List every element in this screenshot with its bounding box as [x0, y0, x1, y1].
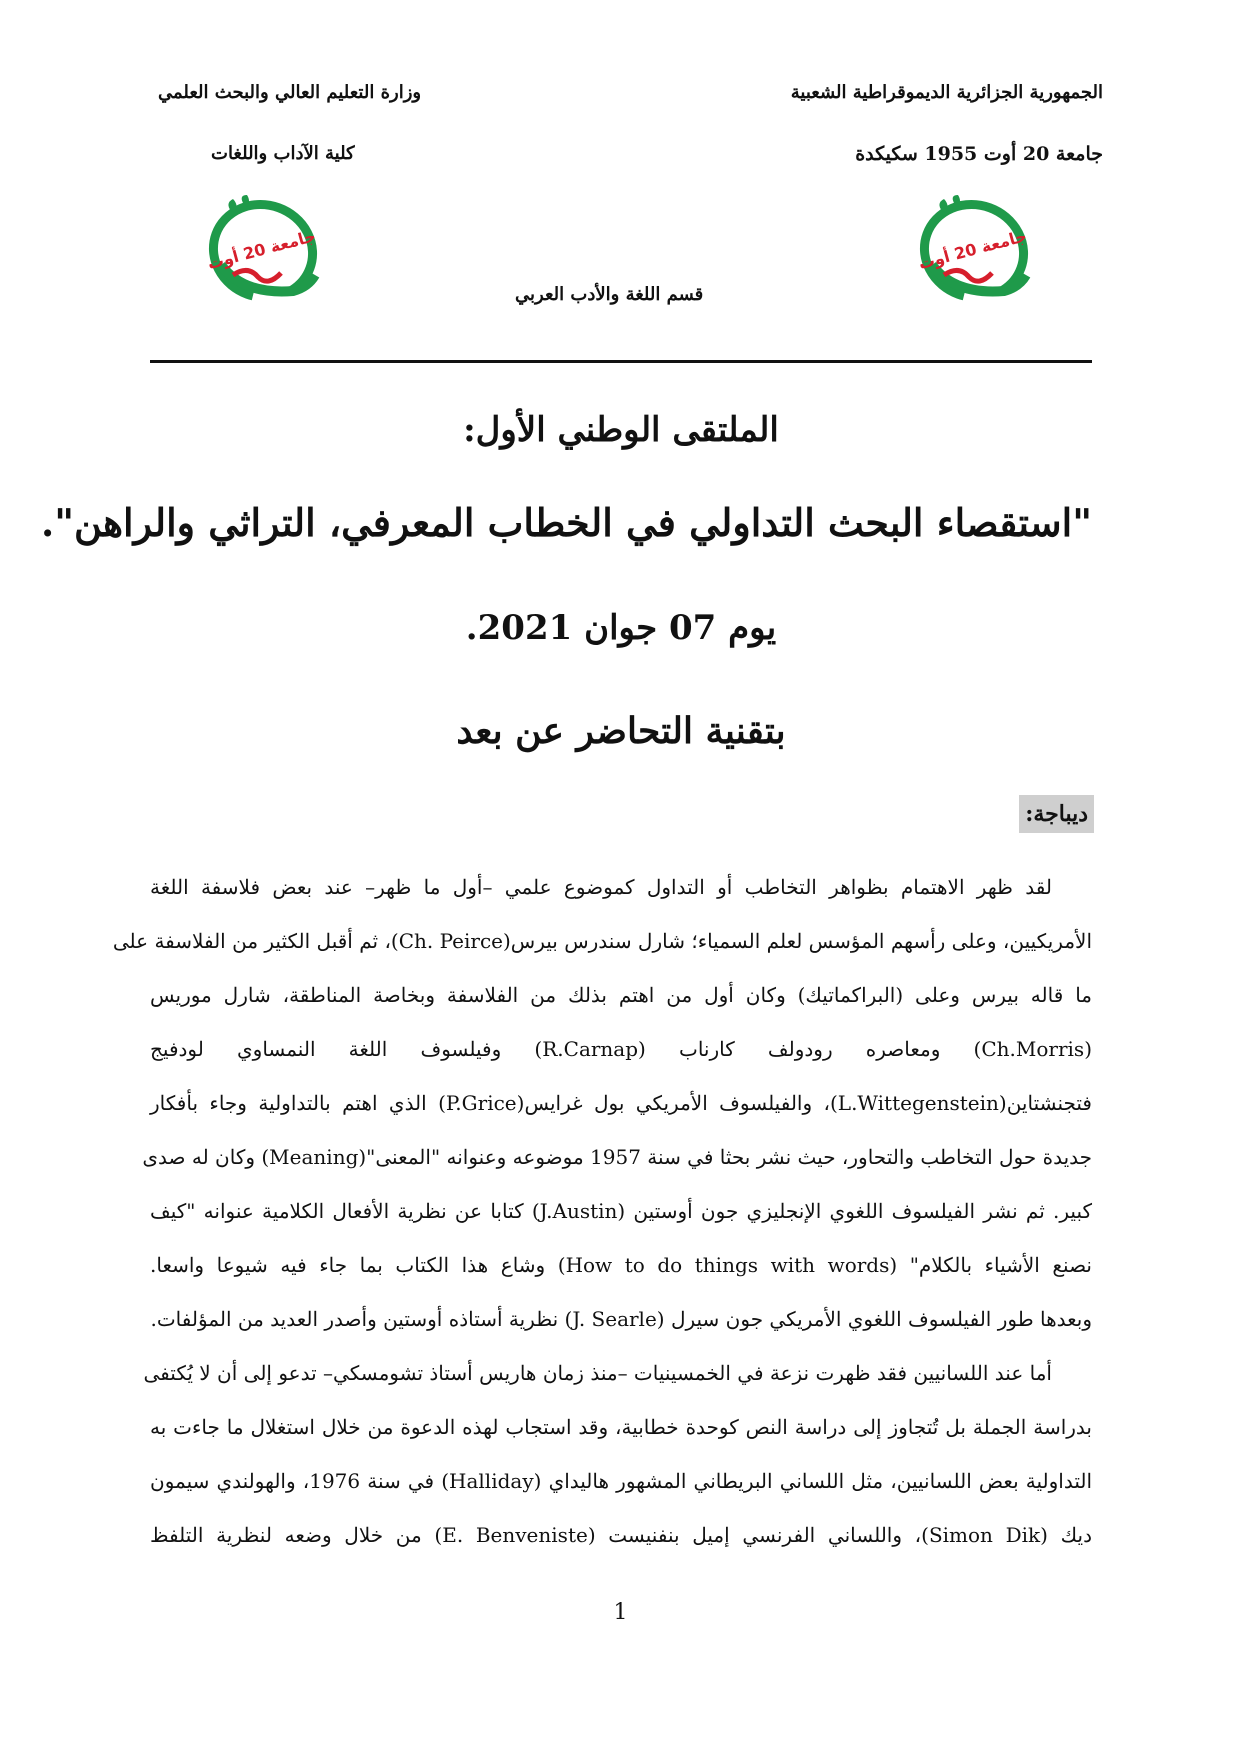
- text-line: ديك (Simon Dik)، واللساني الفرنسي إميل بنفنيست (E. Benveniste) من خلال وضعه لنظرية التلفظ: [150, 1523, 1092, 1547]
- paragraph-1: [112, 860, 1093, 1346]
- text-line: كبير. ثم نشر الفيلسوف اللغوي الإنجليزي جون أوستين (J.Austin) كتابا عن نظرية الأفعال الكلامية عنوانه "كيف: [150, 1199, 1093, 1223]
- text-line: الأمريكيين، وعلى رأسهم المؤسس لعلم السمياء؛ شارل سندرس بيرس(Ch. Peirce)، ثم أقبل الكثير من الفلاسفة على: [112, 929, 1092, 953]
- text-line: وبعدها طور الفيلسوف اللغوي الأمريكي جون سيرل (J. Searle) نظرية أستاذه أوستين وأصدر العديد من المؤلفات.: [150, 1307, 1092, 1331]
- svg-text:جامعة 20 أوت: جامعة 20 أوت: [205, 226, 318, 274]
- preamble-heading: ديباجة:: [1019, 795, 1094, 833]
- text-line: نصنع الأشياء بالكلام" (How to do things with words) وشاع هذا الكتاب بما جاء فيه شيوعا واسعا.: [150, 1253, 1092, 1277]
- text-line: التداولية بعض اللسانيين، مثل اللساني البريطاني المشهور هاليداي (Halliday) في سنة 1976، والهولندي سيمون: [150, 1469, 1093, 1493]
- conference-title: الملتقى الوطني الأول:: [463, 410, 779, 450]
- svg-text:جامعة 20 أوت: جامعة 20 أوت: [916, 226, 1029, 274]
- page-number: 1: [613, 1600, 628, 1625]
- text-line: أما عند اللسانيين فقد ظهرت نزعة في الخمسينيات –منذ زمان هاريس أستاذ تشومسكي– تدعو إلى أن لا يُكتفى: [143, 1361, 1052, 1385]
- text-line: فتجنشتاين(L.Wittegenstein)، والفيلسوف الأمريكي بول غرايس(P.Grice) الذي اهتم بالتداولية وجاء بأفكار: [150, 1091, 1092, 1115]
- text-line: (Ch.Morris) ومعاصره رودولف كارناب (R.Carnap) وفيلسوف اللغة النمساوي لودفيج: [150, 1037, 1092, 1061]
- ministry-name: وزارة التعليم العالي والبحث العلمي: [158, 82, 422, 103]
- faculty-name: كلية الآداب واللغات: [211, 143, 355, 164]
- university-logo-right: [914, 195, 1034, 305]
- header-divider: [150, 360, 1092, 363]
- university-name: جامعة 20 أوت 1955 سكيكدة: [855, 143, 1103, 165]
- paragraph-2: [143, 1346, 1093, 1562]
- conference-date: يوم 07 جوان 2021.: [465, 608, 777, 648]
- text-line: ما قاله بيرس وعلى (البراكماتيك) وكان أول من اهتم بذلك من الفلاسفة وبخاصة المناطقة، شارل موريس: [150, 983, 1092, 1007]
- conference-mode: بتقنية التحاضر عن بعد: [456, 710, 786, 752]
- department-name: قسم اللغة والأدب العربي: [515, 284, 704, 305]
- text-line: جديدة حول التخاطب والتحاور، حيث نشر بحثا في سنة 1957 موضوعه وعنوانه "المعنى"(Meaning) وكان له صدى: [142, 1145, 1092, 1169]
- conference-theme: "استقصاء البحث التداولي في الخطاب المعرفي، التراثي والراهن".: [41, 500, 1092, 545]
- text-line: بدراسة الجملة بل تُتجاوز إلى دراسة النص كوحدة خطابية، وقد استجاب لهذه الدعوة من خلال استغلال ما جاءت به: [150, 1415, 1092, 1439]
- preamble-body: [112, 860, 1093, 1562]
- republic-name: الجمهورية الجزائرية الديموقراطية الشعبية: [790, 82, 1103, 103]
- text-line: لقد ظهر الاهتمام بظواهر التخاطب أو التداول كموضوع علمي –أول ما ظهر– عند بعض فلاسفة اللغة: [150, 875, 1052, 899]
- university-logo-left: [203, 195, 323, 305]
